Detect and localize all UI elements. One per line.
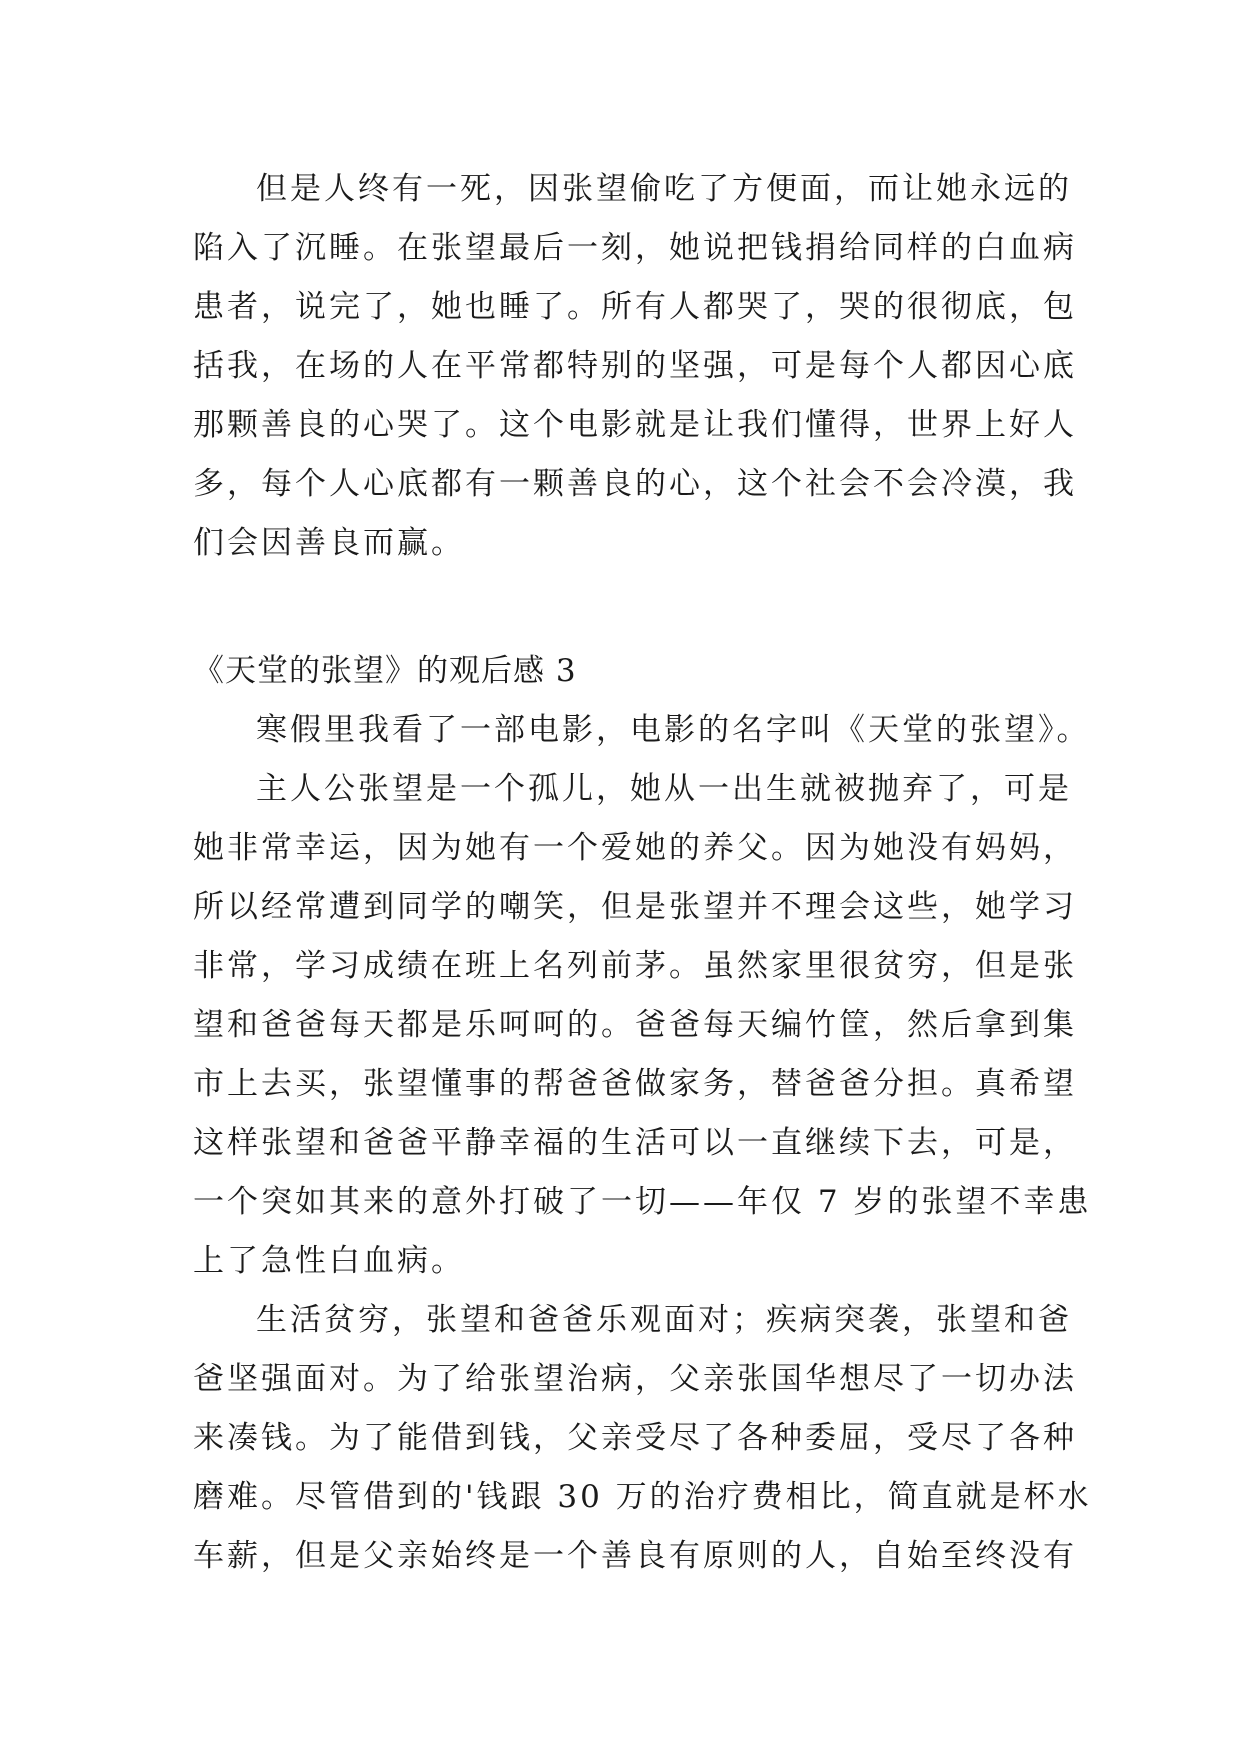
paragraph — [193, 760, 1092, 1291]
text-line: 这样张望和爸爸平静幸福的生活可以一直继续下去，可是， — [193, 1125, 1077, 1161]
text-line: 所以经常遭到同学的嘲笑，但是张望并不理会这些，她学习 — [193, 889, 1077, 925]
text-line: 一个突如其来的意外打破了一切——年仅 7 岁的张望不幸患 — [193, 1184, 1092, 1220]
text-line: 来凑钱。为了能借到钱，父亲受尽了各种委屈，受尽了各种 — [193, 1420, 1077, 1456]
text-line: 市上去买，张望懂事的帮爸爸做家务，替爸爸分担。真希望 — [193, 1066, 1077, 1102]
text-line: 们会因善良而赢。 — [193, 525, 465, 561]
text-line: 车薪，但是父亲始终是一个善良有原则的人，自始至终没有 — [193, 1538, 1077, 1574]
text-line: 爸坚强面对。为了给张望治病，父亲张国华想尽了一切办法 — [193, 1361, 1077, 1397]
text-line: 主人公张望是一个孤儿，她从一出生就被抛弃了，可是 — [256, 771, 1072, 807]
text-line: 括我，在场的人在平常都特别的坚强，可是每个人都因心底 — [193, 348, 1077, 384]
text-line: 非常，学习成绩在班上名列前茅。虽然家里很贫穷，但是张 — [193, 948, 1077, 984]
text-line: 那颗善良的心哭了。这个电影就是让我们懂得，世界上好人 — [193, 407, 1077, 443]
text-line: 患者，说完了，她也睡了。所有人都哭了，哭的很彻底，包 — [193, 289, 1077, 325]
text-line: 望和爸爸每天都是乐呵呵的。爸爸每天编竹筐，然后拿到集 — [193, 1007, 1077, 1043]
paragraph — [193, 1291, 1092, 1586]
document-body — [193, 160, 1092, 1586]
text-line: 但是人终有一死，因张望偷吃了方便面，而让她永远的 — [256, 171, 1072, 207]
text-line: 生活贫穷，张望和爸爸乐观面对；疾病突袭，张望和爸 — [256, 1302, 1072, 1338]
text-line: 上了急性白血病。 — [193, 1243, 465, 1279]
text-line: 她非常幸运，因为她有一个爱她的养父。因为她没有妈妈， — [193, 830, 1077, 866]
paragraph-gap — [193, 573, 1059, 642]
paragraph — [193, 701, 1091, 760]
text-line: 寒假里我看了一部电影，电影的名字叫《天堂的张望》。 — [256, 712, 1091, 748]
text-line: 陷入了沉睡。在张望最后一刻，她说把钱捐给同样的白血病 — [193, 230, 1077, 266]
section-title: 《天堂的张望》的观后感 3 — [193, 653, 577, 689]
text-line: 多，每个人心底都有一颗善良的心，这个社会不会冷漠，我 — [193, 466, 1077, 502]
paragraph — [193, 160, 1077, 573]
text-line: 磨难。尽管借到的'钱跟 30 万的治疗费相比，简直就是杯水 — [193, 1479, 1092, 1515]
